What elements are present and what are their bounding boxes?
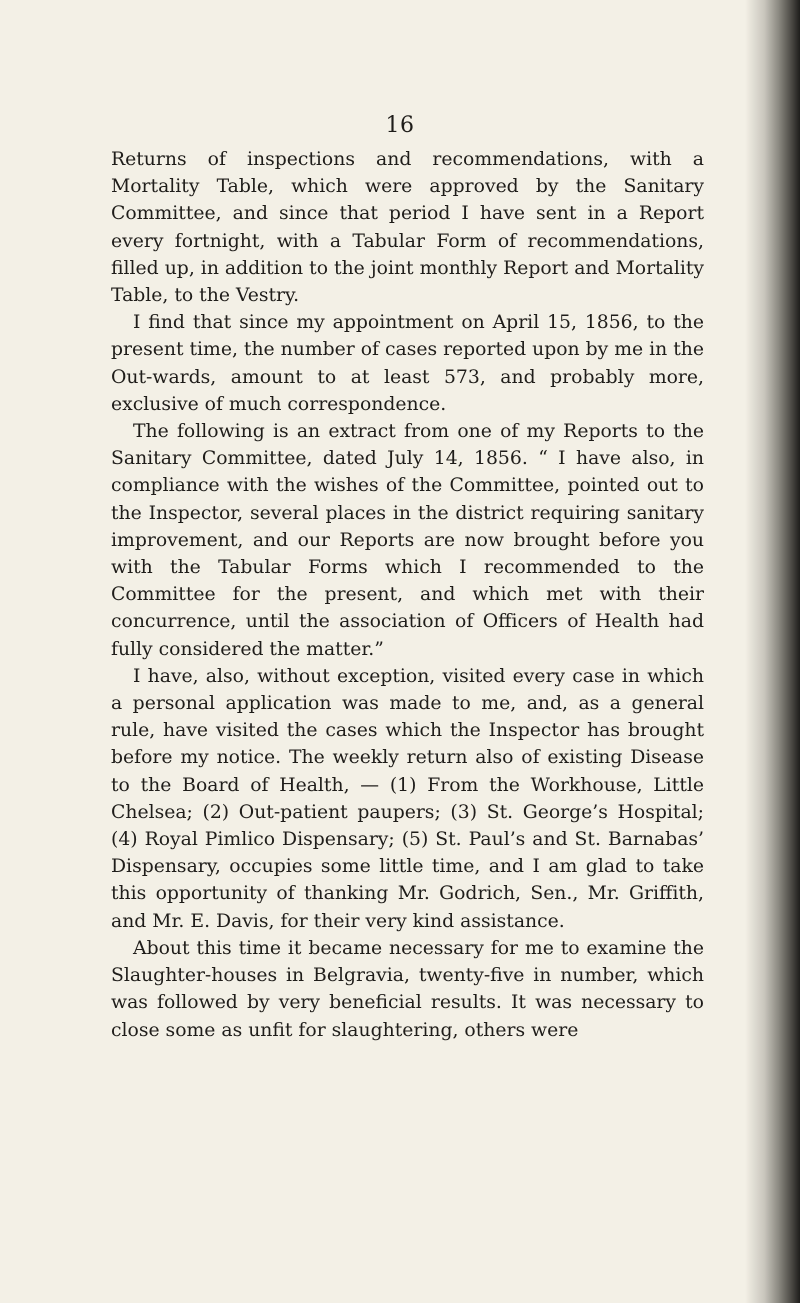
paragraph-returns: Returns of inspections and recommendations, with a Mortality Table, which were approved by the Sanitary Committee, and since that period I have sent in a Report every fortnight, with a Tabular Form of recommendations, filled up, in addition to the joint monthly Report and Mortality Table, to the Vestry.: [111, 149, 704, 307]
page-edge-shadow: [745, 0, 800, 1303]
paragraph-slaughter-houses: About this time it became necessary for me to examine the Slaughter-houses in Belgravia, twenty-five in number, which was followed by very beneficial results. It was necessary to close some as unfit for slaughtering, others were: [111, 937, 704, 1041]
paragraph-personal-visits: I have, also, without exception, visited every case in which a personal application was made to me, and, as a general rule, have visited the cases which the Inspector has brought before my notice. The weekly return also of existing Disease to the Board of Health, — (1) From the Workhouse, Little Chelsea; (2) Out-patient paupers; (3) St. George’s Hospital; (4) Royal Pimlico Dispensary; (5) St. Paul’s and St. Barnabas’ Dispensary, occupies some little time, and I am glad to take this opportunity of thanking Mr. Godrich, Sen., Mr. Griffith, and Mr. E. Davis, for their very kind assistance.: [111, 665, 704, 932]
paragraph-cases-reported: I find that since my appointment on April 15, 1856, to the present time, the number of cases reported upon by me in the Out-wards, amount to at least 573, and probably more, exclusive of much correspondence.: [111, 312, 704, 415]
body-text: [111, 146, 704, 1044]
paragraph-report-extract: The following is an extract from one of my Reports to the Sanitary Committee, dated July 14, 1856. “ I have also, in compliance with the wishes of the Committee, pointed out to the Inspector, several places in the district requiring sanitary improvement, and our Reports are now brought before you with the Tabular Forms which I recommended to the Committee for the present, and which met with their concurrence, until the association of Officers of Health had fully considered the matter.”: [111, 421, 704, 660]
page-number: 16: [385, 113, 415, 138]
